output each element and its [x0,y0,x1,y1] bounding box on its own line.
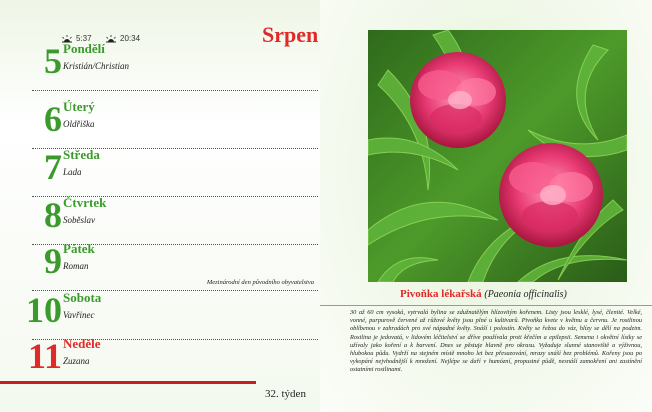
day-name: Úterý [63,99,95,114]
nameday: Soběslav [63,215,95,225]
day-name: Čtvrtek [63,195,107,210]
month-title: Srpen [262,22,319,47]
nameday: Roman [63,261,89,271]
day-name: Pátek [63,241,95,256]
bottom-red-rule [0,381,256,384]
photo-caption [400,288,567,300]
day-name: Středa [63,147,100,162]
day-number: 11 [27,336,62,376]
nameday: Kristián/Christian [63,61,130,71]
caption-czech-name: Pivoňka lékařská [400,288,482,300]
plant-description: 30 až 60 cm vysoká, vytrvalá bylina se zdužnatělým hlízovitým kořenem. Listy jsou lesklé, lysé, členité. Velké, vonné, purpurově červené až růžové květy jsou plné u kultivarů. Pivoňka kvete v květnu a červnu. Je rostlinou oblíbenou v zahradách pro své nápadné květy. Snáší i polostín. Květy se řežou do váz, hlízy se dělí na podzim. Rostlina je jedovatá, v lidovém léčitelství se dříve používala proti křečím a epilepsii. Semena i okvětní lístky se užívaly jako koření a k barvení. Dnes se pěstuje hlavně pro okrasu. Vyžaduje slunné stanoviště a výživnou, hlubokou půdu. Vydrží na stejném místě mnoho let bez přesazování, mrazy snáší bez problémů. Kořeny jsou po vykopání nejvhodnější k množení. Nejlépe se daří v humózní, propustné půdě, nesnáší zamokření ani zastínění ostatními rostlinami. [350,309,642,374]
caption-divider [320,305,652,306]
day-number: 5 [44,41,62,81]
day-number: 7 [44,147,62,187]
sunrise-time: 5:37 [60,34,92,43]
day-number: 6 [44,99,62,139]
day-name: Neděle [63,336,101,351]
peony-illustration [368,30,627,282]
caption-latin-name: (Paeonia officinalis) [484,289,567,300]
nameday: Oldřiška [63,119,95,129]
week-number: 32. týden [265,388,306,400]
upper-peony-flower [410,52,506,148]
nameday: Lada [63,167,82,177]
day-name: Pondělí [63,41,105,56]
day-number: 10 [26,290,62,330]
holiday-note: Mezinárodní den původního obyvatelstva [206,279,314,286]
day-name: Sobota [63,290,102,305]
day-number: 8 [44,195,62,235]
day-row-5 [30,33,318,91]
lower-peony-flower [499,143,603,247]
day-row-11 [27,328,318,386]
nameday: Vavřinec [63,310,95,320]
nameday: Zuzana [63,356,90,366]
sunset-time: 20:34 [104,34,140,43]
day-number: 9 [44,241,62,281]
peony-photo [368,30,627,282]
